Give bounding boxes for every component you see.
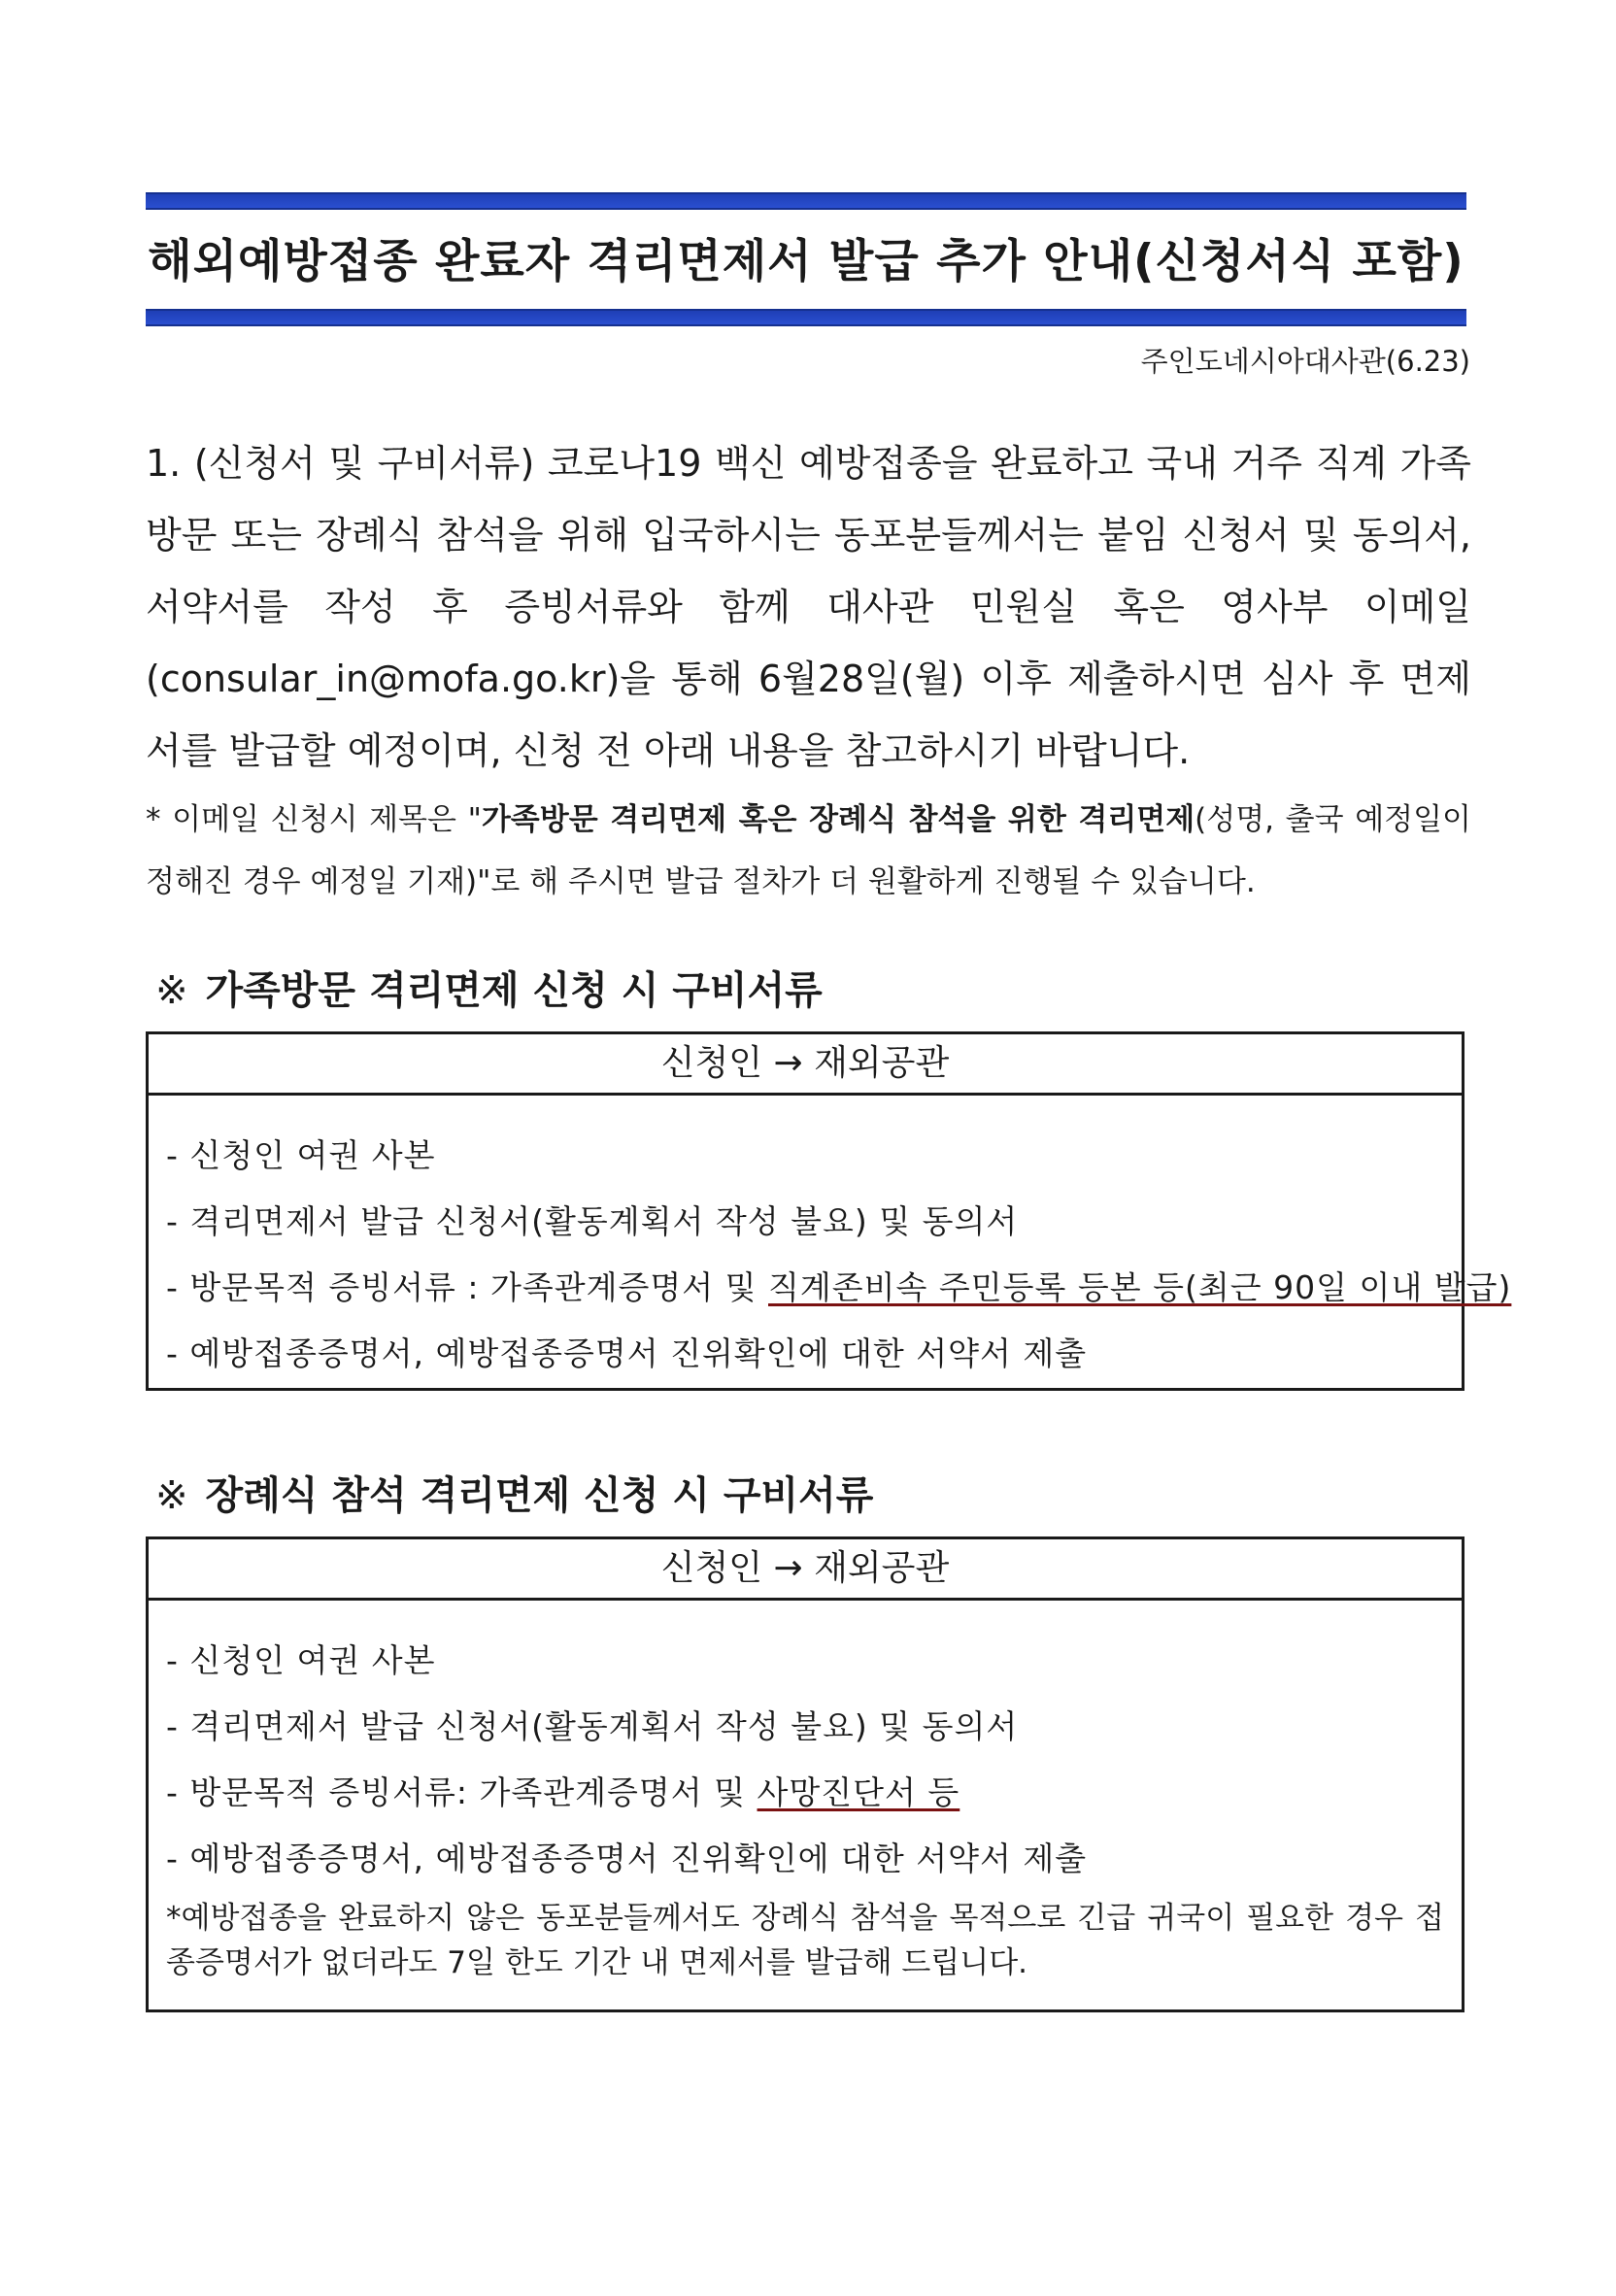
email-note [146, 789, 1471, 913]
list-item [166, 1123, 1444, 1189]
box-body [149, 1601, 1462, 1995]
list-item [166, 1694, 1444, 1760]
list-item [166, 1826, 1444, 1892]
box-body [149, 1096, 1512, 1397]
requirements-box-funeral [146, 1536, 1464, 2012]
section-heading-text: 장례식 참석 격리면제 신청 시 구비서류 [205, 1473, 874, 1518]
item-text: - 예방접종증명서, 예방접종증명서 진위확인에 대한 서약서 제출 [166, 1840, 1088, 1877]
email-note-subject: 가족방문 격리면제 혹은 장례식 참석을 위한 격리면제 [481, 802, 1195, 837]
item-text: - 신청인 여권 사본 [166, 1641, 436, 1679]
emergency-note: *예방접종을 완료하지 않은 동포분들께서도 장례식 참석을 목적으로 긴급 귀국이 필요한 경우 접종증명서가 없더라도 7일 한도 기간 내 면제서를 발급해 드립니다. [166, 1901, 1444, 1980]
item-text: - 예방접종증명서, 예방접종증명서 진위확인에 대한 서약서 제출 [166, 1334, 1088, 1372]
document-title: 해외예방접종 완료자 격리면제서 발급 추가 안내(신청서식 포함) [148, 235, 1464, 288]
requirements-box-family-visit [146, 1031, 1512, 1391]
email-note-prefix: * 이메일 신청시 제목은 " [146, 802, 482, 837]
box-header: 신청인 → 재외공관 [149, 1034, 1462, 1096]
reference-mark: ※ [155, 1473, 188, 1518]
list-item [166, 1255, 1512, 1321]
item-text: - 방문목적 증빙서류 : 가족관계증명서 및 [166, 1268, 769, 1306]
item-underlined-text: 사망진단서 등 [757, 1773, 960, 1811]
dateline: 주인도네시아대사관(6.23) [1140, 345, 1470, 378]
list-item [166, 1321, 1444, 1387]
list-item [166, 1760, 1444, 1826]
main-paragraph: 1. (신청서 및 구비서류) 코로나19 백신 예방접종을 완료하고 국내 거주 직계 가족 방문 또는 장례식 참석을 위해 입국하시는 동포분들께서는 붙임 신청서 및 동의서, 서약서를 작성 후 증빙서류와 함께 대사관 민원실 혹은 영사부 이메일(consular_in@mofa.go.kr)을 통해 6월28일(월) 이후 제출하시면 심사 후 면제서를 발급할 예정이며, 신청 전 아래 내용을 참고하시기 바랍니다. [146, 442, 1471, 772]
item-text: - 격리면제서 발급 신청서(활동계획서 작성 불요) 및 동의서 [166, 1202, 1019, 1240]
item-text: - 신청인 여권 사본 [166, 1136, 436, 1174]
item-text: - 격리면제서 발급 신청서(활동계획서 작성 불요) 및 동의서 [166, 1707, 1019, 1745]
item-text: - 방문목적 증빙서류: 가족관계증명서 및 [166, 1773, 758, 1811]
box-header: 신청인 → 재외공관 [149, 1539, 1462, 1601]
list-item [166, 1628, 1444, 1694]
title-rule-bottom [146, 309, 1466, 326]
section-heading-funeral [155, 1465, 873, 1520]
section-heading-text: 가족방문 격리면제 신청 시 구비서류 [205, 968, 823, 1013]
section-heading-family-visit [155, 960, 823, 1015]
reference-mark: ※ [155, 968, 188, 1013]
list-item [166, 1189, 1444, 1255]
title-rule-top [146, 192, 1466, 210]
item-underlined-text: 직계존비속 주민등록 등본 등(최근 90일 이내 발급) [768, 1268, 1512, 1306]
email-note-suffix: (성명, 출국 예정일이 정해진 경우 예정일 기재)"로 해 주시면 발급 절차가 더 원활하게 진행될 수 있습니다. [146, 802, 1471, 899]
